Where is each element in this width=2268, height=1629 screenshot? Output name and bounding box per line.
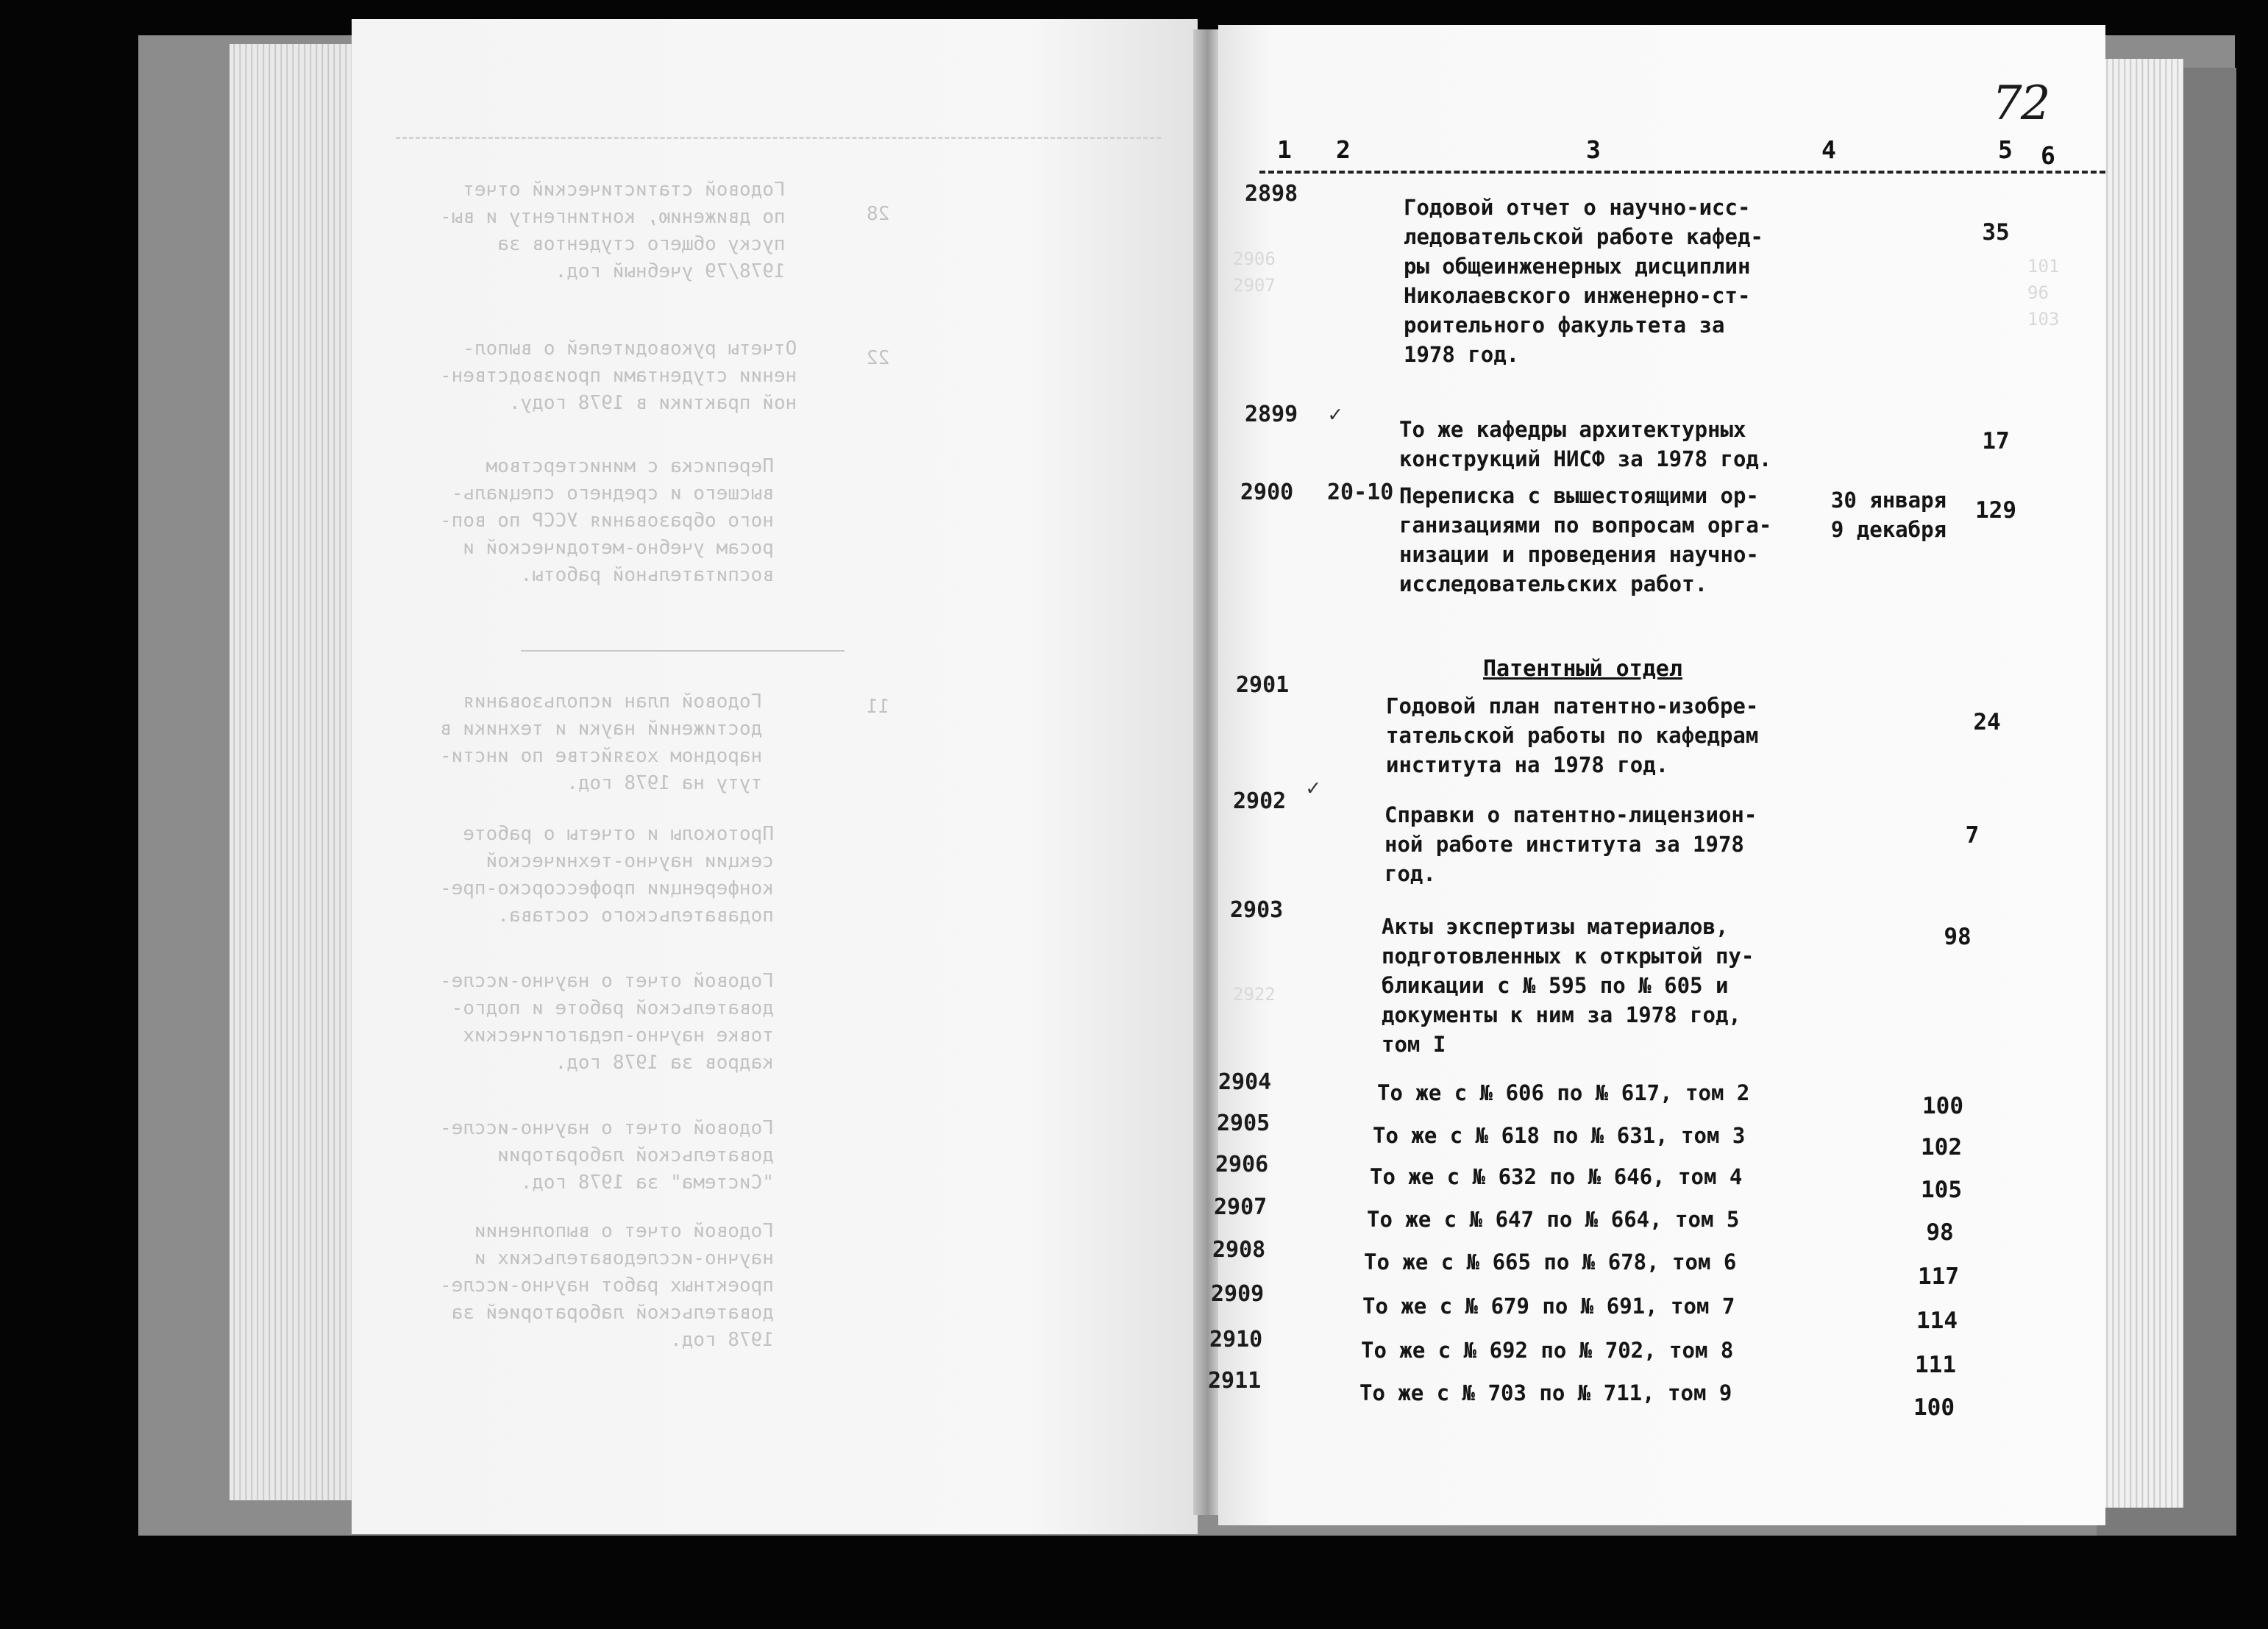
bleed-through-text: Годовой статистический отчет по движению, контингенту и вы- пуску общего студентов за 1978/79 учебный год.	[440, 179, 786, 282]
entry-title: Справки о патентно-лицензион- ной работе института за 1978 год.	[1384, 802, 1757, 886]
section-title: Патентный отдел	[1483, 656, 1682, 682]
entry-title: То же кафедры архитектурных конструкций НИСФ за 1978 год.	[1399, 417, 1772, 471]
entry-title: То же с № 692 по № 702, том 8	[1361, 1338, 1734, 1363]
entry-title: Акты экспертизы материалов, подготовленных к открытой пу- бликации с № 595 по № 605 и документы к ним за 1978 год, том I	[1382, 914, 1755, 1057]
entry-title: То же с № 632 по № 646, том 4	[1370, 1164, 1743, 1189]
entry-sheets: 24	[1973, 709, 2001, 735]
entry-title: Годовой отчет о научно-исс- ледовательской работе кафед- ры общеинженерных дисциплин Николаевского инженерно-ст- роительного факультета за 1978 год.	[1404, 195, 1763, 367]
entry-sheets: 111	[1915, 1352, 1956, 1378]
entry-number: 2909	[1211, 1281, 1265, 1307]
entry-sheets: 17	[1982, 428, 2010, 455]
entry-number: 2898	[1245, 181, 1298, 207]
entry-title: То же с № 606 по № 617, том 2	[1377, 1080, 1750, 1105]
bleed-through-text: Протоколы и отчеты о работе секции научно-технической конференции профессорско-пре- подавательского состава.	[440, 823, 774, 927]
entry-sheets: 100	[1913, 1394, 1955, 1421]
entry-number: 2902	[1233, 788, 1287, 814]
check-mark: ✓	[1329, 402, 1343, 427]
left-page-stack	[230, 44, 363, 1500]
entry-number: 2910	[1209, 1327, 1263, 1352]
column-header-5: 5	[1998, 135, 2013, 164]
header-rule	[1259, 171, 2105, 174]
entry-number: 2899	[1245, 402, 1298, 427]
bleed-through-number: 11	[867, 696, 890, 718]
entry-number: 2901	[1236, 672, 1290, 698]
entry-title: То же с № 618 по № 631, том 3	[1373, 1123, 1746, 1148]
entry-sheets: 105	[1921, 1177, 1962, 1203]
entry-title: То же с № 647 по № 664, том 5	[1367, 1207, 1740, 1232]
entry-number: 2911	[1208, 1368, 1262, 1394]
bleed-through-text: Годовой отчет о научно-иссле- довательской лаборатории "Система" за 1978 год.	[440, 1117, 774, 1194]
entry-code: 20-10	[1327, 480, 1394, 505]
bleed-through-text: 2922	[1233, 984, 1276, 1005]
check-mark: ✓	[1307, 775, 1320, 801]
folio-number: 72	[1992, 76, 2050, 131]
entry-title: Переписка с вышестоящими ор- ганизациями по вопросам орга- низации и проведения научно- исследовательских работ.	[1399, 483, 1772, 596]
column-header-4: 4	[1821, 135, 1836, 164]
entry-sheets: 114	[1916, 1308, 1958, 1334]
entry-number: 2905	[1217, 1111, 1270, 1136]
entry-sheets: 98	[1944, 924, 1972, 950]
entry-sheets: 102	[1921, 1134, 1962, 1161]
entry-date: 30 января 9 декабря	[1830, 488, 1947, 542]
column-header-6: 6	[2041, 141, 2055, 170]
entry-title: То же с № 679 по № 691, том 7	[1362, 1294, 1735, 1319]
bleed-through-underline	[521, 650, 845, 652]
entry-sheets: 35	[1982, 219, 2010, 246]
entry-number: 2906	[1215, 1152, 1269, 1177]
column-header-3: 3	[1586, 135, 1601, 164]
bleed-through-text: Переписка с министерством высшего и среднего специаль- ного образования УССР по воп- росам учебно-методической и воспитательной работы.	[440, 455, 774, 586]
right-page	[1208, 25, 2105, 1525]
bleed-through-number: 22	[867, 347, 890, 369]
entry-sheets: 129	[1975, 497, 2016, 524]
bleed-through-text: Годовой отчет о научно-иссле- довательской работе и подго- товке научно-педагогических кадров за 1978 год.	[440, 970, 774, 1074]
bleed-through-text: Годовой план использования достижений науки и техники в народном хозяйстве по инсти- туту на 1978 год.	[440, 691, 763, 794]
entry-title: Годовой план патентно-изобре- тательской работы по кафедрам института на 1978 год.	[1386, 694, 1759, 777]
entry-number: 2903	[1230, 897, 1284, 923]
entry-number: 2904	[1218, 1069, 1272, 1095]
bleed-through-text: Отчеты руководителей о выпол- нении студентами производствен- ной практики в 1978 году.	[440, 338, 797, 414]
entry-number: 2908	[1212, 1237, 1266, 1263]
entry-title: То же с № 665 по № 678, том 6	[1364, 1250, 1737, 1275]
right-page-stack	[2102, 59, 2183, 1508]
entry-sheets: 100	[1922, 1093, 1963, 1119]
bleed-through-text: 101 96 103	[2027, 256, 2060, 329]
entry-title: То же с № 703 по № 711, том 9	[1359, 1380, 1732, 1405]
entry-sheets: 98	[1926, 1219, 1954, 1246]
bleed-through-text: 2906 2907	[1233, 249, 1276, 296]
bleed-through-rule	[396, 137, 1161, 139]
entry-sheets: 117	[1918, 1263, 1959, 1290]
entry-number: 2900	[1240, 480, 1294, 505]
left-page	[352, 19, 1198, 1534]
entry-number: 2907	[1214, 1194, 1268, 1220]
column-header-1: 1	[1277, 135, 1292, 164]
bleed-through-text: Годовой отчет о выполнении научно-исследовательских и проектных работ научно-иссле- довательской лабораторией за 1978 год.	[440, 1220, 774, 1351]
bleed-through-number: 28	[867, 203, 890, 225]
entry-sheets: 7	[1965, 822, 1980, 849]
column-header-2: 2	[1336, 135, 1351, 164]
